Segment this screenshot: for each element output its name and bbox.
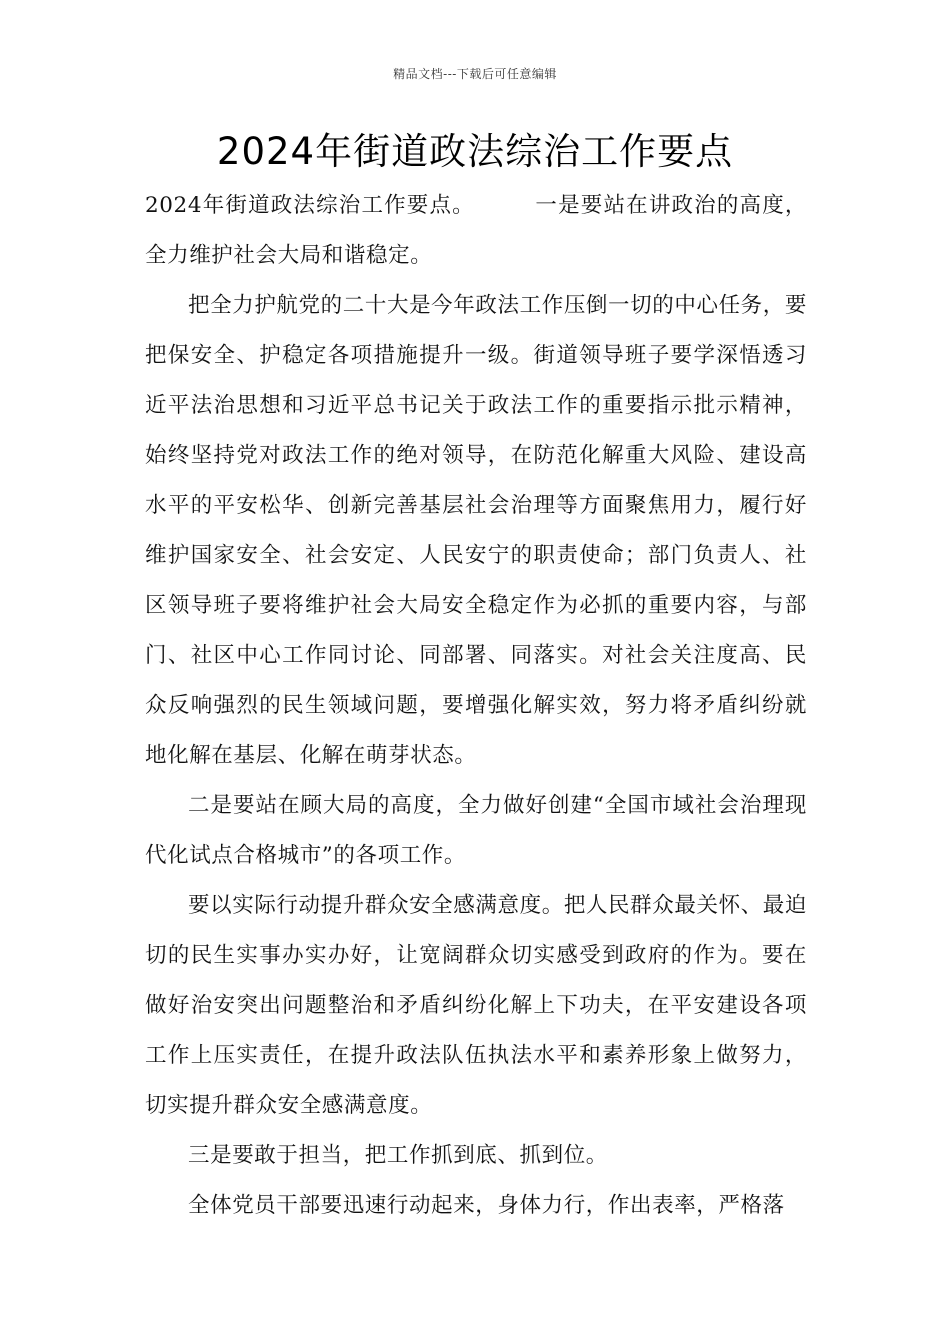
paragraph-1: 把全力护航党的二十大是今年政法工作压倒一切的中心任务，要把保安全、护稳定各项措施提升一级。街道领导班子要学深悟透习近平法治思想和习近平总书记关于政法工作的重要指示批示精神，始终坚持党对政法工作的绝对领导，在防范化解重大风险、建设高水平的平安松华、创新完善基层社会治理等方面聚焦用力，履行好维护国家安全、社会安定、人民安宁的职责使命；部门负责人、社区领导班子要将维护社会大局安全稳定作为必抓的重要内容，与部门、社区中心工作同讨论、同部署、同落实。对社会关注度高、民众反响强烈的民生领域问题，要增强化解实效，努力将矛盾纠纷就地化解在基层、化解在萌芽状态。 bbox=[145, 293, 807, 768]
page-title: 2024年街道政法综治工作要点 bbox=[216, 130, 734, 173]
paragraph-3: 要以实际行动提升群众安全感满意度。把人民群众最关怀、最迫切的民生实事办实办好，让宽阔群众切实感受到政府的作为。要在做好治安突出问题整治和矛盾纠纷化解上下功夫，在平安建设各项工作上压实责任，在提升政法队伍执法水平和素养形象上做努力，切实提升群众安全感满意度。 bbox=[145, 893, 807, 1118]
header-note: 精品文档---下载后可任意编辑 bbox=[393, 67, 557, 81]
paragraph-5: 全体党员干部要迅速行动起来，身体力行，作出表率，严格落 bbox=[188, 1193, 785, 1218]
intro-paragraph bbox=[145, 181, 807, 281]
paragraph-4: 三是要敢于担当，把工作抓到底、抓到位。 bbox=[188, 1143, 608, 1168]
intro-rest: 一是要站在讲政治的高度，全力维护社会大局和谐稳定。 bbox=[145, 193, 807, 268]
intro-lead: 2024年街道政法综治工作要点。 bbox=[145, 193, 475, 218]
paragraph-2: 二是要站在顾大局的高度，全力做好创建“全国市域社会治理现代化试点合格城市”的各项工作。 bbox=[145, 793, 807, 868]
document-body bbox=[145, 181, 807, 1231]
